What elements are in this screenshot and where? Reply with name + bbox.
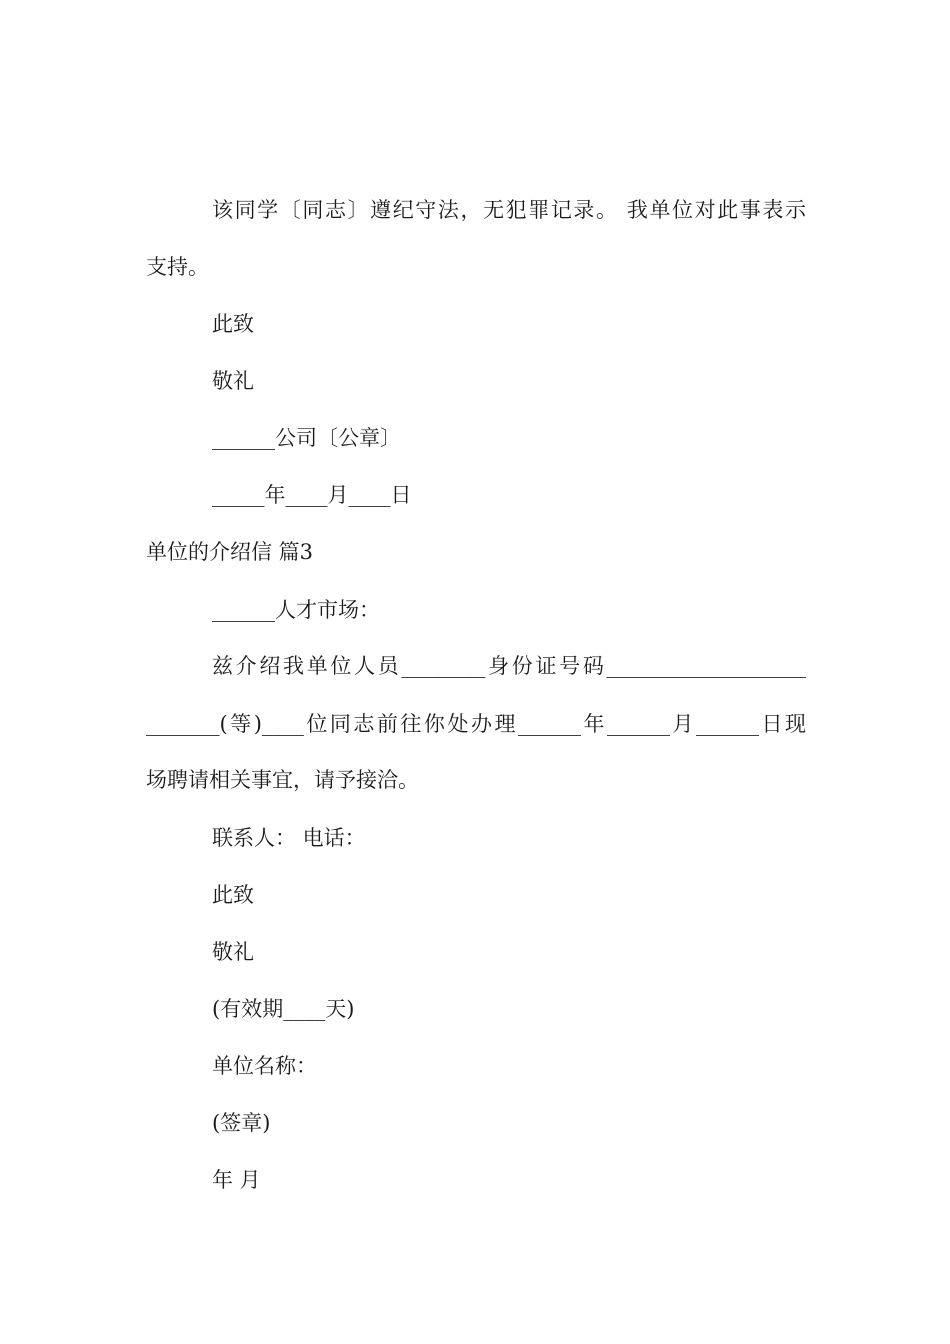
paragraph-introduction-end: 场聘请相关事宜，请予接洽。	[146, 768, 419, 792]
closing-jingli: 敬礼	[212, 369, 254, 393]
validity-line: (有效期____天)	[212, 997, 355, 1021]
closing-jingli-2: 敬礼	[212, 940, 254, 964]
paragraph-introduction-cont: _______(等)____位同志前往你处办理______年______月______日现	[146, 712, 806, 736]
unit-name-line: 单位名称：	[212, 1054, 317, 1078]
date-line: _____年____月____日	[212, 483, 412, 507]
closing-cizhi-2: 此致	[212, 883, 254, 907]
contact-line: 联系人： 电话：	[212, 826, 366, 850]
signature-seal-line: (签章)	[212, 1111, 271, 1135]
paragraph-introduction: 兹介绍我单位人员________身份证号码___________________	[212, 654, 806, 678]
company-seal-line: ______公司〔公章〕	[212, 426, 401, 450]
closing-cizhi: 此致	[212, 312, 254, 336]
section-heading: 单位的介绍信 篇3	[146, 540, 314, 564]
paragraph-support: 支持。	[146, 255, 209, 279]
year-month-line: 年 月	[212, 1168, 261, 1192]
paragraph-record-statement: 该同学〔同志〕遵纪守法，无犯罪记录。 我单位对此事表示	[212, 198, 806, 222]
recipient-line: ______人才市场：	[212, 598, 380, 622]
